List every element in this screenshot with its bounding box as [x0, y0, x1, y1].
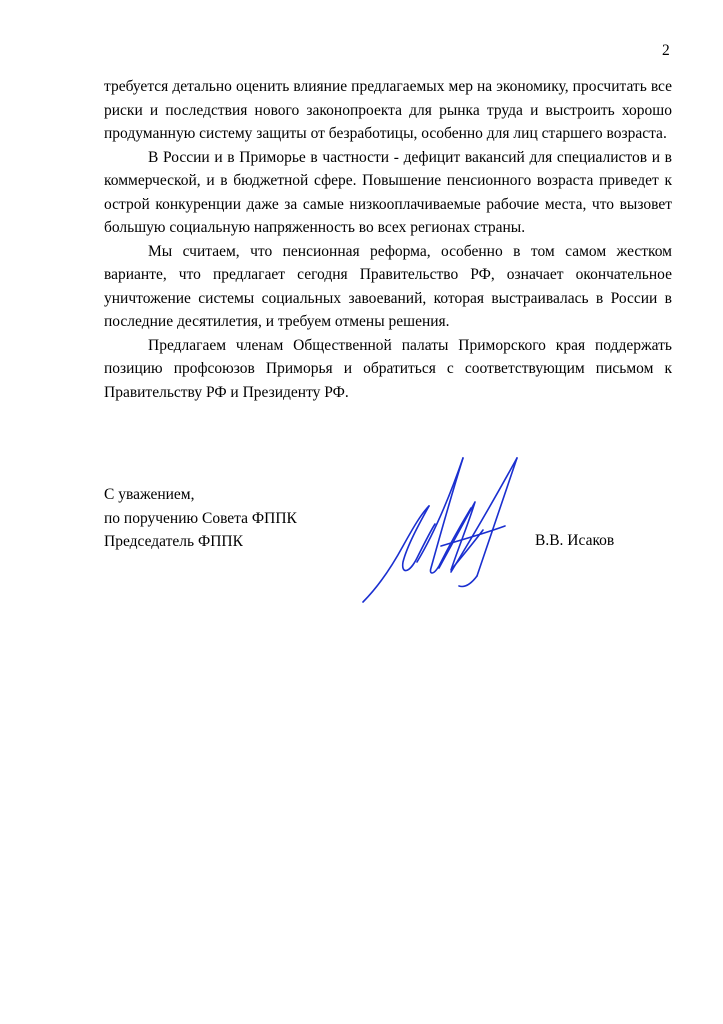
- closing-salutation: С уважением,: [104, 486, 195, 503]
- letter-body: [104, 75, 672, 404]
- closing-position: Председатель ФППК: [104, 533, 243, 550]
- paragraph-continuation: требуется детально оценить влияние предлагаемых мер на экономику, просчитать все риски и последствия нового законопроекта для рынка труда и выстроить хорошо продуманную систему защиты от безработицы, особенно для лиц старшего возраста.: [104, 78, 672, 142]
- paragraph-reform-position: Мы считаем, что пенсионная реформа, особенно в том самом жестком варианте, что предлагает сегодня Правительство РФ, означает окончательное уничтожение системы социальных завоеваний, которая выстраивалась в России в последние десятилетия, и требуем отмены решения.: [104, 242, 672, 330]
- closing-on-behalf: по поручению Совета ФППК: [104, 509, 297, 527]
- closing-block: [104, 483, 297, 554]
- paragraph-vacancy-deficit: В России и в Приморье в частности - дефицит вакансий для специалистов и в коммерческой, и в бюджетной сфере. Повышение пенсионного возраста приведет к острой конкуренции даже за самые низкооплачиваемые рабочие места, что вызовет большую социальную напряженность во всех регионах страны.: [104, 148, 672, 236]
- signer-name: В.В. Исаков: [535, 532, 615, 549]
- page-number: 2: [662, 42, 670, 59]
- handwritten-signature: [355, 450, 530, 615]
- paragraph-proposal: Предлагаем членам Общественной палаты Приморского края поддержать позицию профсоюзов Приморья и обратиться с соответствующим письмом к Правительству РФ и Президенту РФ.: [104, 336, 672, 401]
